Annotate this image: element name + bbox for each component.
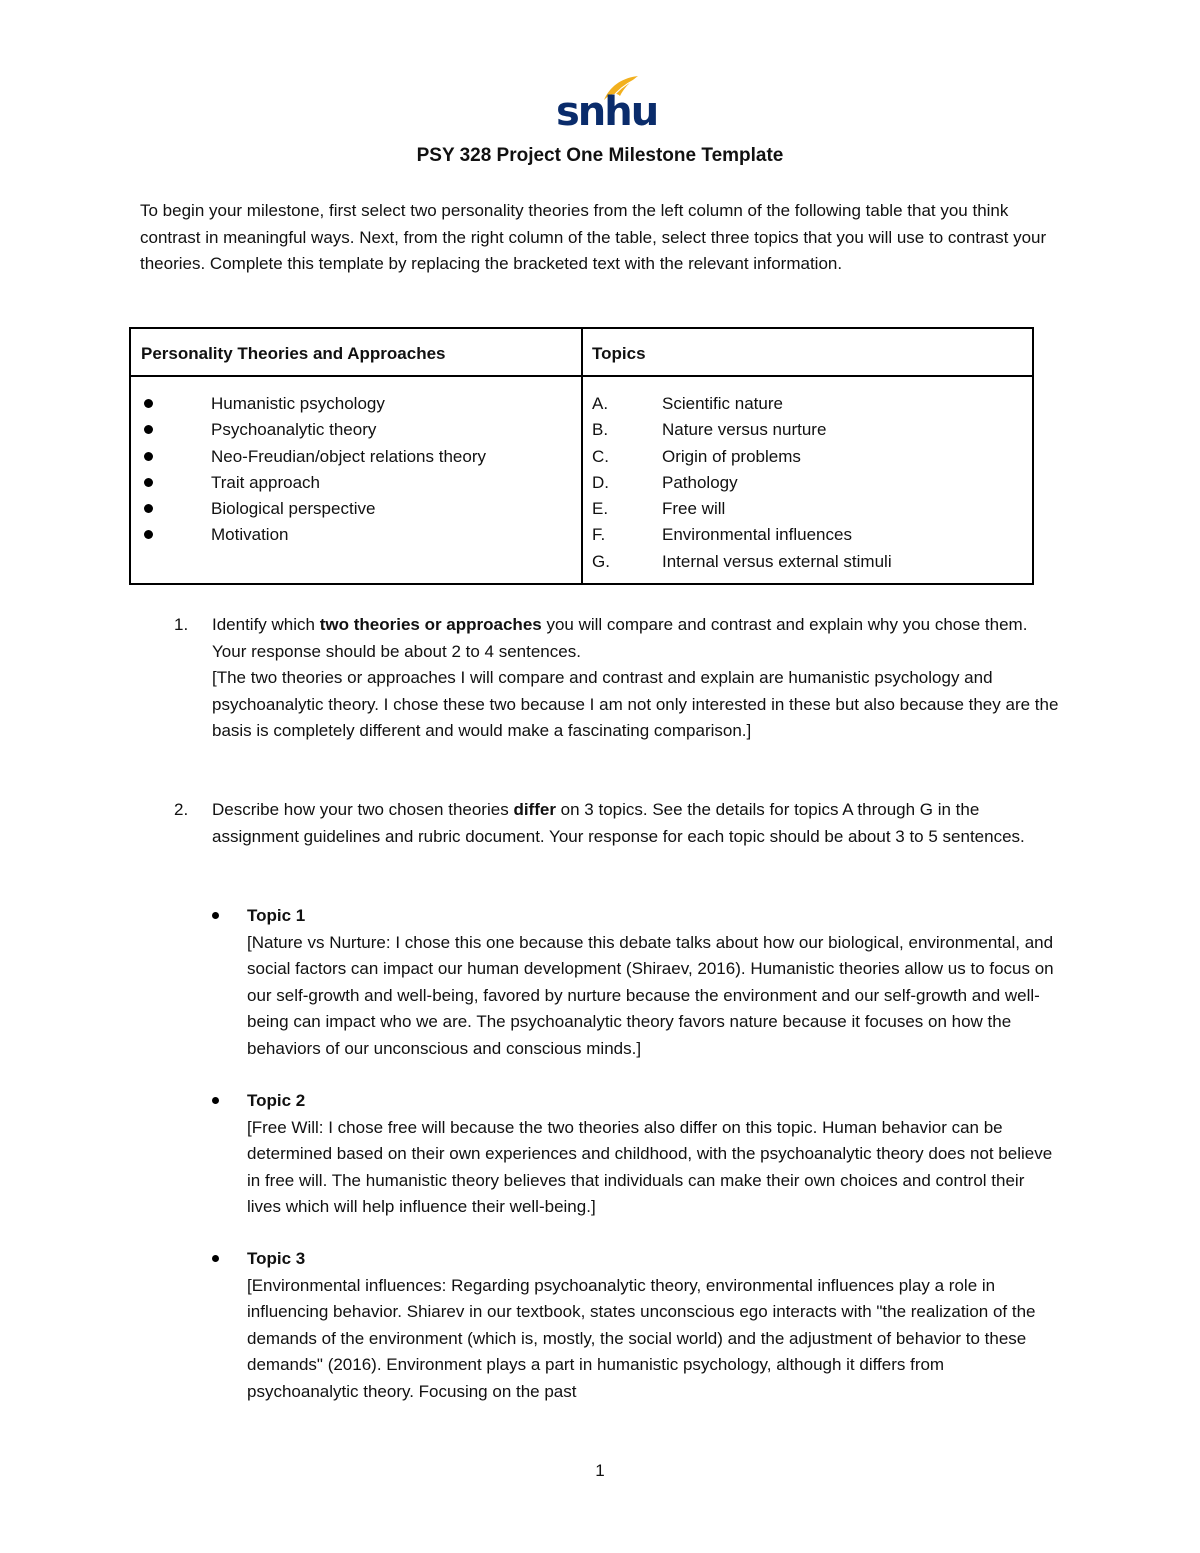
list-item: G. Internal versus external stimuli [592, 551, 892, 571]
table-header-theories: Personality Theories and Approaches [141, 344, 446, 363]
bullet-icon [212, 1097, 219, 1104]
list-item: D. Pathology [592, 472, 738, 492]
list-item: Humanistic psychology [141, 391, 571, 417]
question-number: 2. [174, 800, 189, 819]
bullet-icon [212, 1255, 219, 1262]
logo-wordmark: snhu [556, 89, 658, 135]
theories-list [141, 391, 571, 549]
table-divider-vertical [581, 329, 583, 583]
bullet-icon [144, 452, 153, 461]
list-item: F. Environmental influences [592, 525, 852, 545]
topic-heading: Topic 1 [247, 906, 306, 925]
list-item: C. Origin of problems [592, 446, 801, 466]
list-item: A. Scientific nature [592, 394, 783, 413]
theories-topics-table [129, 327, 1034, 585]
topic-text: [Free Will: I chose free will because the two theories also differ on this topic. Human behavior can be determined based on their own experiences and childhood, with the psychoanalytic theory does not believe in free will. The humanistic theory believes that individuals can make their own choices and control their lives which will help influence their well-being.] [247, 1117, 1053, 1216]
answer-text: [The two theories or approaches I will compare and contrast and explain are humanistic psychology and psychoanalytic theory. I chose these two because I am not only interested in these but also because they are the basis is completely different and would make a fascinating comparison.] [212, 668, 1059, 740]
page-number: 1 [595, 1461, 605, 1480]
topic-text: [Nature vs Nurture: I chose this one because this debate talks about how our biological, environmental, and social factors can impact our human development (Shiraev, 2016). Humanistic theories allow us to focus on our self-growth and well-being, favored by nurture because the environment and our self-growth and well-being can impact who we are. The psychoanalytic theory favors nature because it focuses on how the behaviors of our unconscious and conscious minds.] [247, 932, 1054, 1058]
page-title: PSY 328 Project One Milestone Template [416, 145, 784, 166]
bullet-icon [212, 912, 219, 919]
list-item: B. Nature versus nurture [592, 420, 827, 440]
bullet-icon [144, 425, 153, 434]
question-text: Identify which two theories or approaches you will compare and contrast and explain why you chose them. Your response should be about 2 to 4 sentences. [The two theories or approaches I will compare and contrast and explain are humanistic psychology and psychoanalytic theory. I chose these two because I am not only interested in these but also because they are the basis is completely different and would make a fascinating comparison.] [212, 615, 1059, 740]
list-item: Motivation [141, 522, 571, 548]
bullet-icon [144, 504, 153, 513]
list-item: Biological perspective [141, 496, 571, 522]
question-number: 1. [174, 615, 189, 634]
topic-text: [Environmental influences: Regarding psychoanalytic theory, environmental influences play a role in influencing behavior. Shiarev in our textbook, states unconscious ego interacts with "the realization of the demands of the environment (which is, mostly, the social world) and the adjustment of behavior to these demands" (2016). Environment plays a part in humanistic psychology, although it differs from psychoanalytic theory. Focusing on the past [247, 1275, 1036, 1401]
list-item: Psychoanalytic theory [141, 417, 571, 443]
snhu-logo [556, 74, 658, 135]
list-item: Trait approach [141, 470, 571, 496]
list-item: E. Free will [592, 499, 726, 519]
topic-heading: Topic 3 [247, 1249, 306, 1268]
intro-paragraph: To begin your milestone, first select two personality theories from the left column of the following table that you think contrast in meaningful ways. Next, from the right column of the table, select three topics that you will use to contrast your theories. Complete this template by replacing the bracketed text with the relevant information. [140, 201, 1047, 273]
topics-list [592, 391, 1022, 575]
table-divider-horizontal [131, 375, 1032, 377]
topic-heading: Topic 2 [247, 1091, 306, 1110]
bullet-icon [144, 399, 153, 408]
bullet-icon [144, 478, 153, 487]
list-item: Neo-Freudian/object relations theory [141, 444, 571, 470]
table-header-topics: Topics [592, 344, 646, 363]
bullet-icon [144, 530, 153, 539]
question-text: Describe how your two chosen theories differ on 3 topics. See the details for topics A through G in the assignment guidelines and rubric document. Your response for each topic should be about 3 to 5 sentences. [212, 800, 1025, 846]
